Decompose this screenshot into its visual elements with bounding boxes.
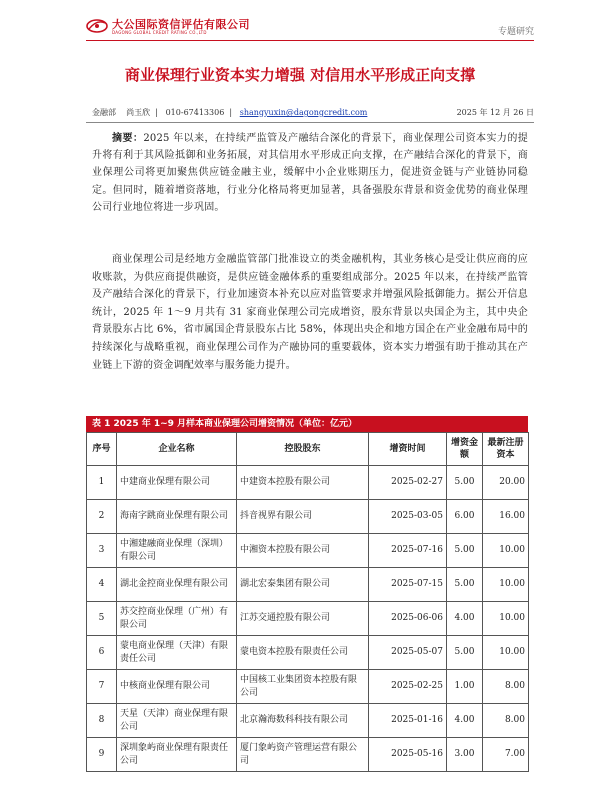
author-name: 尚玉欣	[126, 108, 151, 117]
cell-index: 9	[87, 738, 117, 772]
table-row	[87, 738, 529, 772]
cell-date: 2025-02-25	[369, 670, 447, 704]
report-date: 2025 年 12 月 26 日	[456, 108, 534, 117]
cell-shareholder: 北京瀚海数科科技有限公司	[237, 704, 369, 738]
table-row	[87, 670, 529, 704]
cell-date: 2025-06-06	[369, 602, 447, 636]
cell-shareholder: 中湘资本控股有限公司	[237, 534, 369, 568]
cell-date: 2025-07-15	[369, 568, 447, 602]
brand-name-cn: 大公国际资信评估有限公司	[112, 18, 250, 31]
table-row	[87, 636, 529, 670]
body-paragraph: 商业保理公司是经地方金融监管部门批准设立的类金融机构，其业务核心是受让供应商的应收账款，为供应商提供融资，是供应链金融体系的重要组成部分。2025 年以来，在持续严监管及产融结合深化的背景下，行业加速资本补充以应对监管要求并增强风险抵御能力。据公开信息统计，2025 年 1～9 月共有 31 家商业保理公司完成增资，股东背景以央国企为主，其中央企背景股东占比 6%，省市属国企背景股东占比 58%，体现出央企和地方国企在产业金融布局中的持续深化与战略重视，商业保理公司作为产融协同的重要载体，资本实力增强有助于推动其在产业链上下游的资金调配效率与服务能力提升。	[92, 254, 528, 371]
cell-capital: 8.00	[483, 670, 529, 704]
cell-amount: 5.00	[447, 636, 483, 670]
table-row	[87, 568, 529, 602]
cell-date: 2025-01-16	[369, 704, 447, 738]
cell-index: 5	[87, 602, 117, 636]
cell-capital: 16.00	[483, 500, 529, 534]
cell-capital: 20.00	[483, 466, 529, 500]
cell-amount: 4.00	[447, 704, 483, 738]
cell-company: 海南字跳商业保理有限公司	[117, 500, 237, 534]
email-link[interactable]: shangyuxin@dagongcredit.com	[239, 108, 368, 117]
cell-shareholder: 厦门象屿资产管理运营有限公司	[237, 738, 369, 772]
header-divider	[86, 40, 534, 41]
page-title: 商业保理行业资本实力增强 对信用水平形成正向支撑	[124, 66, 476, 84]
cell-company: 中湘建融商业保理（深圳）有限公司	[117, 534, 237, 568]
cell-amount: 6.00	[447, 500, 483, 534]
cell-capital: 10.00	[483, 534, 529, 568]
col-header-amount: 增资金额	[447, 433, 483, 466]
cell-index: 8	[87, 704, 117, 738]
cell-company: 深圳象屿商业保理有限责任公司	[117, 738, 237, 772]
dagong-logo-icon	[86, 18, 108, 34]
cell-date: 2025-05-16	[369, 738, 447, 772]
cell-amount: 5.00	[447, 568, 483, 602]
table-row	[87, 466, 529, 500]
cell-amount: 4.00	[447, 602, 483, 636]
cell-company: 苏交控商业保理（广州）有限公司	[117, 602, 237, 636]
table-row	[87, 602, 529, 636]
table-header-row	[87, 433, 529, 466]
cell-amount: 5.00	[447, 534, 483, 568]
cell-index: 3	[87, 534, 117, 568]
cell-date: 2025-05-07	[369, 636, 447, 670]
meta-divider	[86, 122, 534, 123]
report-type-label: 专题研究	[497, 27, 534, 37]
cell-index: 7	[87, 670, 117, 704]
cell-company: 天星（天津）商业保理有限公司	[117, 704, 237, 738]
cell-date: 2025-07-16	[369, 534, 447, 568]
abstract-text: 2025 年以来，在持续严监管及产融结合深化的背景下，商业保理公司资本实力的提升将有利于其风险抵御和业务拓展，对其信用水平形成正向支撑，在产融结合深化的背景下，商业保理公司将更加聚焦供应链金融主业，缓解中小企业账期压力，促进资金链与产业链协同稳定。但同时，随着增资落地，行业分化格局将更加显著，具备强股东背景和资金优势的商业保理公司行业地位将进一步巩固。	[92, 133, 528, 213]
cell-capital: 10.00	[483, 568, 529, 602]
col-header-date: 增资时间	[369, 433, 447, 466]
cell-shareholder: 蒙电资本控股有限责任公司	[237, 636, 369, 670]
cell-company: 中核商业保理有限公司	[117, 670, 237, 704]
abstract	[92, 130, 528, 216]
cell-amount: 1.00	[447, 670, 483, 704]
cell-date: 2025-03-05	[369, 500, 447, 534]
col-header-shareholder: 控股股东	[237, 433, 369, 466]
table-row	[87, 704, 529, 738]
cell-shareholder: 中国核工业集团资本控股有限公司	[237, 670, 369, 704]
cell-index: 1	[87, 466, 117, 500]
table-row	[87, 500, 529, 534]
cell-capital: 8.00	[483, 704, 529, 738]
col-header-capital: 最新注册资本	[483, 433, 529, 466]
cell-company: 中建商业保理有限公司	[117, 466, 237, 500]
cell-shareholder: 江苏交通控股有限公司	[237, 602, 369, 636]
cell-company: 湖北金控商业保理有限公司	[117, 568, 237, 602]
cell-index: 6	[87, 636, 117, 670]
department: 金融部	[92, 108, 116, 117]
col-header-index: 序号	[87, 433, 117, 466]
cell-company: 蒙电商业保理（天津）有限责任公司	[117, 636, 237, 670]
cell-shareholder: 湖北宏泰集团有限公司	[237, 568, 369, 602]
table-body	[87, 466, 529, 772]
table-row	[87, 534, 529, 568]
cell-amount: 5.00	[447, 466, 483, 500]
table-caption: 表 1 2025 年 1~9 月样本商业保理公司增资情况（单位：亿元）	[86, 416, 528, 432]
capital-increase-table	[86, 432, 529, 772]
cell-shareholder: 中建资本控股有限公司	[237, 466, 369, 500]
cell-index: 2	[87, 500, 117, 534]
cell-shareholder: 抖音视界有限公司	[237, 500, 369, 534]
cell-capital: 10.00	[483, 602, 529, 636]
cell-capital: 10.00	[483, 636, 529, 670]
cell-capital: 7.00	[483, 738, 529, 772]
col-header-company: 企业名称	[117, 433, 237, 466]
cell-amount: 3.00	[447, 738, 483, 772]
author-meta: 金融部 尚玉欣 | 010-67413306 | shangyuxin@dagongcredit.com 2025 年 12 月 26 日	[92, 108, 534, 117]
cell-index: 4	[87, 568, 117, 602]
phone-number: 010-67413306	[165, 108, 225, 117]
cell-date: 2025-02-27	[369, 466, 447, 500]
abstract-label: 摘要：	[112, 133, 144, 144]
page-header	[0, 0, 600, 40]
brand-name-en: DAGONG GLOBAL CREDIT RATING CO.,LTD	[112, 30, 207, 35]
